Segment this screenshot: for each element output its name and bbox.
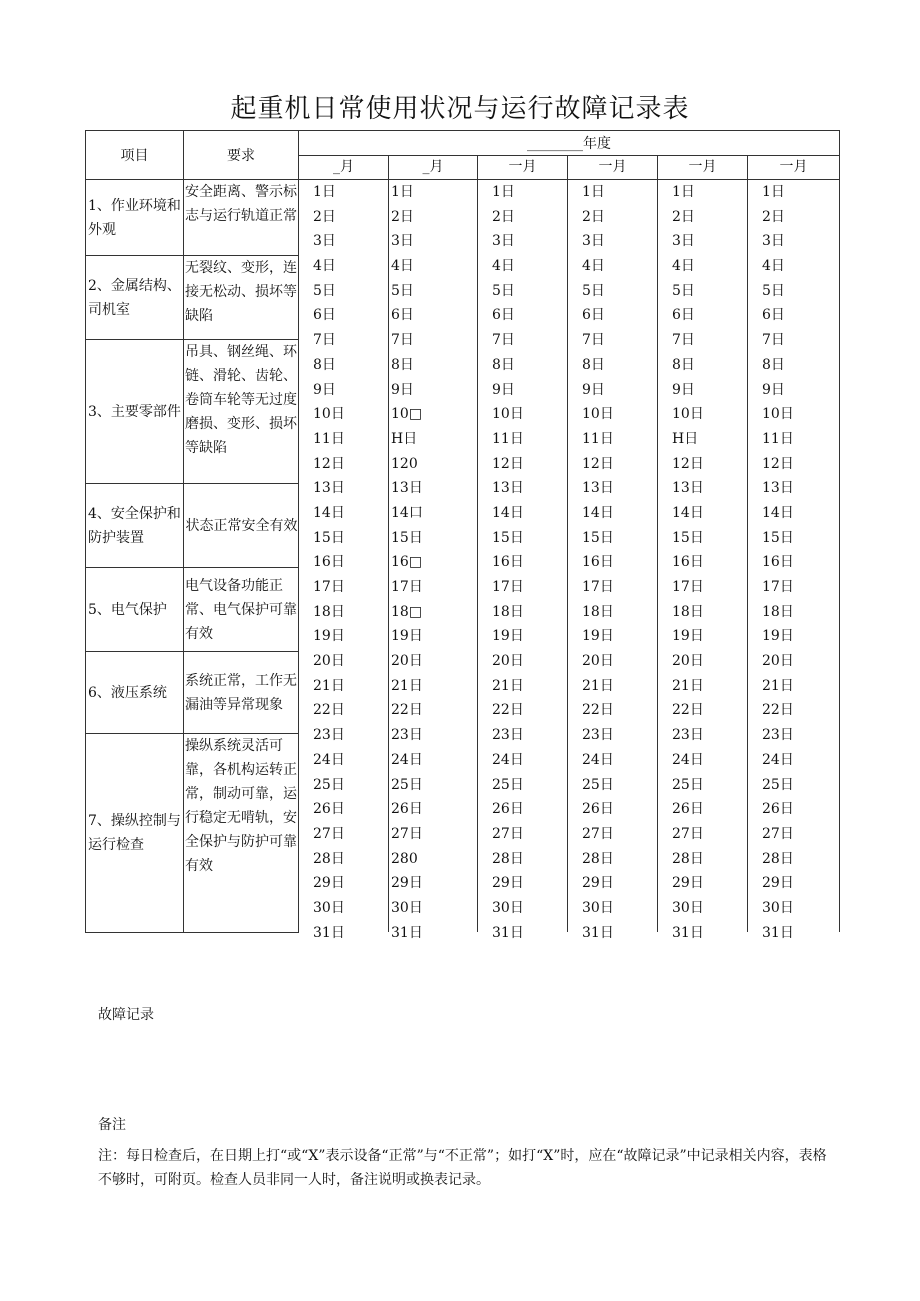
day-cell[interactable]: 6日: [391, 307, 414, 324]
day-cell[interactable]: 1日: [762, 184, 785, 200]
day-cell[interactable]: 11日: [492, 430, 524, 447]
day-cell[interactable]: 30日: [391, 899, 423, 916]
day-cell[interactable]: 2日: [492, 208, 515, 225]
day-column-2: [389, 180, 477, 941]
day-cell[interactable]: 15日: [313, 529, 345, 546]
day-cell[interactable]: 3日: [582, 233, 605, 250]
header-month-3: 一月: [478, 156, 568, 180]
day-cell[interactable]: 15日: [492, 529, 524, 546]
day-cell[interactable]: 16日: [762, 554, 794, 571]
day-cell[interactable]: 14日: [762, 504, 794, 521]
day-cell[interactable]: 3日: [492, 233, 515, 250]
day-cell[interactable]: 19日: [672, 628, 704, 645]
header-item: 项目: [86, 131, 184, 180]
day-cell[interactable]: 15日: [391, 529, 423, 546]
day-cell[interactable]: 25日: [391, 776, 423, 793]
row-item-1: 1、作业环境和外观: [86, 180, 184, 256]
day-cell[interactable]: 12日: [313, 455, 345, 472]
day-cell[interactable]: 19日: [391, 628, 423, 645]
page-title: 起重机日常使用状况与运行故障记录表: [230, 94, 690, 124]
day-cell[interactable]: 13日: [672, 480, 704, 497]
day-cell[interactable]: 14日: [313, 504, 345, 521]
day-cell[interactable]: 7日: [391, 332, 414, 349]
day-cell[interactable]: 24日: [672, 751, 704, 768]
day-cell[interactable]: 31日: [313, 924, 345, 941]
remarks-label: 备注: [98, 1117, 126, 1133]
day-cell[interactable]: 29日: [672, 875, 704, 892]
day-cell[interactable]: 19日: [762, 628, 794, 645]
day-cell[interactable]: 2日: [672, 208, 695, 225]
day-cell[interactable]: 25日: [313, 776, 345, 793]
day-column-3: [478, 180, 567, 941]
day-cell[interactable]: 17日: [313, 579, 345, 595]
day-cell[interactable]: 10日: [672, 406, 704, 423]
header-month-4: 一月: [568, 156, 658, 180]
header-month-5: 一月: [658, 156, 748, 180]
day-cell[interactable]: 6日: [762, 307, 785, 324]
day-cell[interactable]: 4日: [582, 258, 605, 275]
day-cell[interactable]: 21日: [672, 677, 704, 694]
day-cell[interactable]: 15日: [672, 529, 704, 546]
day-cell[interactable]: 13日: [391, 480, 423, 497]
day-cell[interactable]: 5日: [313, 282, 336, 299]
day-cell[interactable]: 27日: [672, 825, 704, 842]
day-cell[interactable]: 3日: [762, 233, 785, 250]
header-year: ________年度: [299, 131, 840, 156]
day-cell[interactable]: 10□: [391, 406, 423, 423]
inspection-table: [85, 130, 840, 941]
day-cell[interactable]: 280: [391, 850, 418, 867]
day-cell[interactable]: 26日: [391, 801, 423, 818]
day-cell[interactable]: 8日: [762, 356, 785, 373]
row-req-7: 操纵系统灵活可靠，各机构运转正常，制动可靠，运行稳定无啃轨，安全保护与防护可靠有效: [184, 734, 299, 932]
day-cell[interactable]: 17日: [492, 579, 524, 595]
day-cell[interactable]: 11日: [762, 430, 794, 447]
day-cell[interactable]: 28日: [492, 850, 524, 867]
day-cell[interactable]: 2日: [391, 208, 414, 225]
day-cell[interactable]: 26日: [672, 801, 704, 818]
day-cell[interactable]: 29日: [762, 875, 794, 892]
day-cell[interactable]: 23日: [492, 727, 524, 744]
day-cell[interactable]: 21日: [762, 677, 794, 694]
day-cell[interactable]: 22日: [492, 702, 524, 719]
day-cell[interactable]: 20日: [762, 653, 794, 670]
day-cell[interactable]: 12日: [762, 455, 794, 472]
day-cell[interactable]: 19日: [313, 628, 345, 645]
day-cell[interactable]: 4日: [762, 258, 785, 275]
day-cell[interactable]: 13日: [313, 480, 345, 497]
day-cell[interactable]: 18日: [313, 603, 345, 620]
day-cell[interactable]: 1日: [492, 184, 515, 200]
day-cell[interactable]: 16日: [313, 554, 345, 571]
day-cell[interactable]: 2日: [313, 208, 336, 225]
header-month-1: _月: [299, 156, 389, 180]
day-cell[interactable]: 23日: [762, 727, 794, 744]
note-text: 注：每日检查后，在日期上打“或“X”表示设备“正常”与“不正常”；如打“X”时，应在“故障记录”中记录相关内容，表格不够时，可附页。检查人员非同一人时，备注说明或换表记录。: [98, 1148, 827, 1188]
day-cell[interactable]: 23日: [582, 727, 614, 744]
day-cell[interactable]: 24日: [313, 751, 345, 768]
day-cell[interactable]: 16日: [672, 554, 704, 571]
row-item-7: 7、操纵控制与运行检查: [86, 734, 184, 932]
day-cell[interactable]: H日: [672, 430, 699, 447]
day-cell[interactable]: 11日: [313, 430, 345, 447]
day-cell[interactable]: 10日: [313, 406, 345, 423]
day-cell[interactable]: 29日: [492, 875, 524, 892]
day-cell[interactable]: 25日: [582, 776, 614, 793]
day-cell[interactable]: 21日: [582, 677, 614, 694]
day-cell[interactable]: 1日: [672, 184, 695, 200]
day-cell[interactable]: 30日: [313, 899, 345, 916]
day-cell[interactable]: 9日: [492, 381, 515, 398]
day-cell[interactable]: 25日: [492, 776, 524, 793]
day-cell[interactable]: 6日: [582, 307, 605, 324]
day-cell[interactable]: 15日: [762, 529, 794, 546]
day-cell[interactable]: 4日: [313, 258, 336, 275]
day-cell[interactable]: 13日: [762, 480, 794, 497]
fault-record-label: 故障记录: [98, 1007, 154, 1023]
day-cell[interactable]: 27日: [313, 825, 345, 842]
header-month-6: 一月: [748, 156, 840, 180]
day-cell[interactable]: 7日: [492, 332, 515, 349]
day-cell[interactable]: 12日: [582, 455, 614, 472]
day-cell[interactable]: 22日: [672, 702, 704, 719]
day-cell[interactable]: 4日: [391, 258, 414, 275]
row-req-5: 电气设备功能正常、电气保护可靠有效: [184, 568, 299, 652]
day-cell[interactable]: 23日: [313, 727, 345, 744]
day-cell[interactable]: 31日: [762, 924, 794, 941]
day-cell[interactable]: 5日: [582, 282, 605, 299]
day-cell[interactable]: 7日: [313, 332, 336, 349]
day-cell[interactable]: 26日: [582, 801, 614, 818]
day-cell[interactable]: 9日: [672, 381, 695, 398]
day-cell[interactable]: 28日: [582, 850, 614, 867]
day-cell[interactable]: 30日: [582, 899, 614, 916]
day-cell[interactable]: 31日: [391, 924, 423, 941]
day-cell[interactable]: 16日: [492, 554, 524, 571]
day-cell[interactable]: 10日: [582, 406, 614, 423]
day-cell[interactable]: 8日: [672, 356, 695, 373]
day-cell[interactable]: 27日: [391, 825, 423, 842]
day-cell[interactable]: 15日: [582, 529, 614, 546]
day-cell[interactable]: 13日: [492, 480, 524, 497]
day-cell[interactable]: 29日: [313, 875, 345, 892]
day-cell[interactable]: 9日: [313, 381, 336, 398]
row-item-4: 4、安全保护和防护装置: [86, 484, 184, 568]
day-cell[interactable]: 21日: [391, 677, 423, 694]
day-cell[interactable]: 4日: [492, 258, 515, 275]
day-cell[interactable]: 19日: [582, 628, 614, 645]
day-cell[interactable]: 25日: [672, 776, 704, 793]
day-cell[interactable]: 21日: [492, 677, 524, 694]
day-cell[interactable]: 8日: [582, 356, 605, 373]
row-req-3: 吊具、钢丝绳、环链、滑轮、齿轮、卷筒车轮等无过度磨损、变形、损坏等缺陷: [184, 340, 299, 484]
day-cell[interactable]: 120: [391, 455, 418, 472]
day-cell[interactable]: 6日: [492, 307, 515, 324]
day-cell[interactable]: 9日: [762, 381, 785, 398]
day-cell[interactable]: 14日: [672, 504, 704, 521]
day-column-4: [568, 180, 657, 941]
day-cell[interactable]: 21日: [313, 677, 345, 694]
day-cell[interactable]: 8日: [391, 356, 414, 373]
day-cell[interactable]: 16□: [391, 554, 423, 571]
day-cell[interactable]: 1日: [391, 184, 414, 200]
day-cell[interactable]: 18日: [672, 603, 704, 620]
day-cell[interactable]: 13日: [582, 480, 614, 497]
day-cell[interactable]: 16日: [582, 554, 614, 571]
day-cell[interactable]: 18□: [391, 603, 423, 620]
day-cell[interactable]: 20日: [391, 653, 423, 670]
day-cell[interactable]: 22日: [391, 702, 423, 719]
day-cell[interactable]: 17日: [672, 579, 704, 595]
day-cell[interactable]: 28日: [313, 850, 345, 867]
day-cell[interactable]: 29日: [582, 875, 614, 892]
day-cell[interactable]: 6日: [672, 307, 695, 324]
day-cell[interactable]: 2日: [582, 208, 605, 225]
header-month-2: _月: [389, 156, 478, 180]
day-cell[interactable]: 5日: [391, 282, 414, 299]
day-cell[interactable]: 12日: [672, 455, 704, 472]
day-cell[interactable]: 17日: [762, 579, 794, 595]
day-cell[interactable]: 30日: [672, 899, 704, 916]
day-column-6: [748, 180, 839, 941]
row-req-2: 无裂纹、变形，连接无松动、损坏等缺陷: [184, 256, 299, 340]
day-cell[interactable]: 12日: [492, 455, 524, 472]
day-cell[interactable]: 20日: [492, 653, 524, 670]
day-cell[interactable]: 26日: [313, 801, 345, 818]
day-cell[interactable]: 30日: [492, 899, 524, 916]
day-cell[interactable]: 28日: [762, 850, 794, 867]
day-cell[interactable]: 27日: [762, 825, 794, 842]
day-cell[interactable]: 5日: [672, 282, 695, 299]
day-cell[interactable]: 22日: [582, 702, 614, 719]
row-req-1: 安全距离、警示标志与运行轨道正常: [184, 180, 299, 256]
day-cell[interactable]: 7日: [672, 332, 695, 349]
day-cell[interactable]: 10日: [762, 406, 794, 423]
day-cell[interactable]: 20日: [582, 653, 614, 670]
row-item-6: 6、液压系统: [86, 652, 184, 734]
day-cell[interactable]: 24日: [762, 751, 794, 768]
day-cell[interactable]: 8日: [492, 356, 515, 373]
day-cell[interactable]: 31日: [672, 924, 704, 941]
day-cell[interactable]: 27日: [582, 825, 614, 842]
day-cell[interactable]: 3日: [672, 233, 695, 250]
day-cell[interactable]: 1日: [582, 184, 605, 200]
day-cell[interactable]: 5日: [492, 282, 515, 299]
day-cell[interactable]: 26日: [492, 801, 524, 818]
day-cell[interactable]: 1日: [313, 184, 336, 200]
row-req-6: 系统正常，工作无漏油等异常现象: [184, 652, 299, 734]
day-cell[interactable]: 25日: [762, 776, 794, 793]
day-cell[interactable]: 17日: [582, 579, 614, 595]
day-column-5: [658, 180, 747, 941]
day-cell[interactable]: 22日: [313, 702, 345, 719]
day-cell[interactable]: H日: [391, 430, 418, 447]
day-cell[interactable]: 31日: [492, 924, 524, 941]
day-cell[interactable]: 9日: [391, 381, 414, 398]
day-cell[interactable]: 23日: [391, 727, 423, 744]
day-cell[interactable]: 18日: [762, 603, 794, 620]
day-cell[interactable]: 4日: [672, 258, 695, 275]
row-item-3: 3、主要零部件: [86, 340, 184, 484]
day-cell[interactable]: 3日: [391, 233, 414, 250]
day-cell[interactable]: 26日: [762, 801, 794, 818]
day-cell[interactable]: 30日: [762, 899, 794, 916]
day-cell[interactable]: 29日: [391, 875, 423, 892]
day-cell[interactable]: 9日: [582, 381, 605, 398]
day-cell[interactable]: 14口: [391, 504, 423, 521]
day-cell[interactable]: 24日: [391, 751, 423, 768]
day-cell[interactable]: 17日: [391, 579, 423, 595]
day-cell[interactable]: 14日: [492, 504, 524, 521]
day-cell[interactable]: 6日: [313, 307, 336, 324]
day-cell[interactable]: 27日: [492, 825, 524, 842]
day-cell[interactable]: 24日: [492, 751, 524, 768]
day-cell[interactable]: 14日: [582, 504, 614, 521]
day-cell[interactable]: 24日: [582, 751, 614, 768]
header-requirement: 要求: [184, 131, 299, 180]
row-item-5: 5、电气保护: [86, 568, 184, 652]
day-cell[interactable]: 19日: [492, 628, 524, 645]
day-cell[interactable]: 11日: [582, 430, 614, 447]
day-cell[interactable]: 2日: [762, 208, 785, 225]
day-cell[interactable]: 3日: [313, 233, 336, 250]
day-cell[interactable]: 28日: [672, 850, 704, 867]
day-cell[interactable]: 18日: [492, 603, 524, 620]
day-column-1: [299, 180, 388, 941]
day-cell[interactable]: 8日: [313, 356, 336, 373]
day-cell[interactable]: 5日: [762, 282, 785, 299]
day-cell[interactable]: 18日: [582, 603, 614, 620]
day-cell[interactable]: 7日: [762, 332, 785, 349]
day-cell[interactable]: 10日: [492, 406, 524, 423]
day-cell[interactable]: 23日: [672, 727, 704, 744]
row-req-4: 状态正常安全有效: [184, 484, 299, 568]
row-item-2: 2、金属结构、司机室: [86, 256, 184, 340]
day-cell[interactable]: 22日: [762, 702, 794, 719]
day-cell[interactable]: 31日: [582, 924, 614, 941]
day-cell[interactable]: 20日: [672, 653, 704, 670]
day-cell[interactable]: 20日: [313, 653, 345, 670]
day-cell[interactable]: 7日: [582, 332, 605, 349]
